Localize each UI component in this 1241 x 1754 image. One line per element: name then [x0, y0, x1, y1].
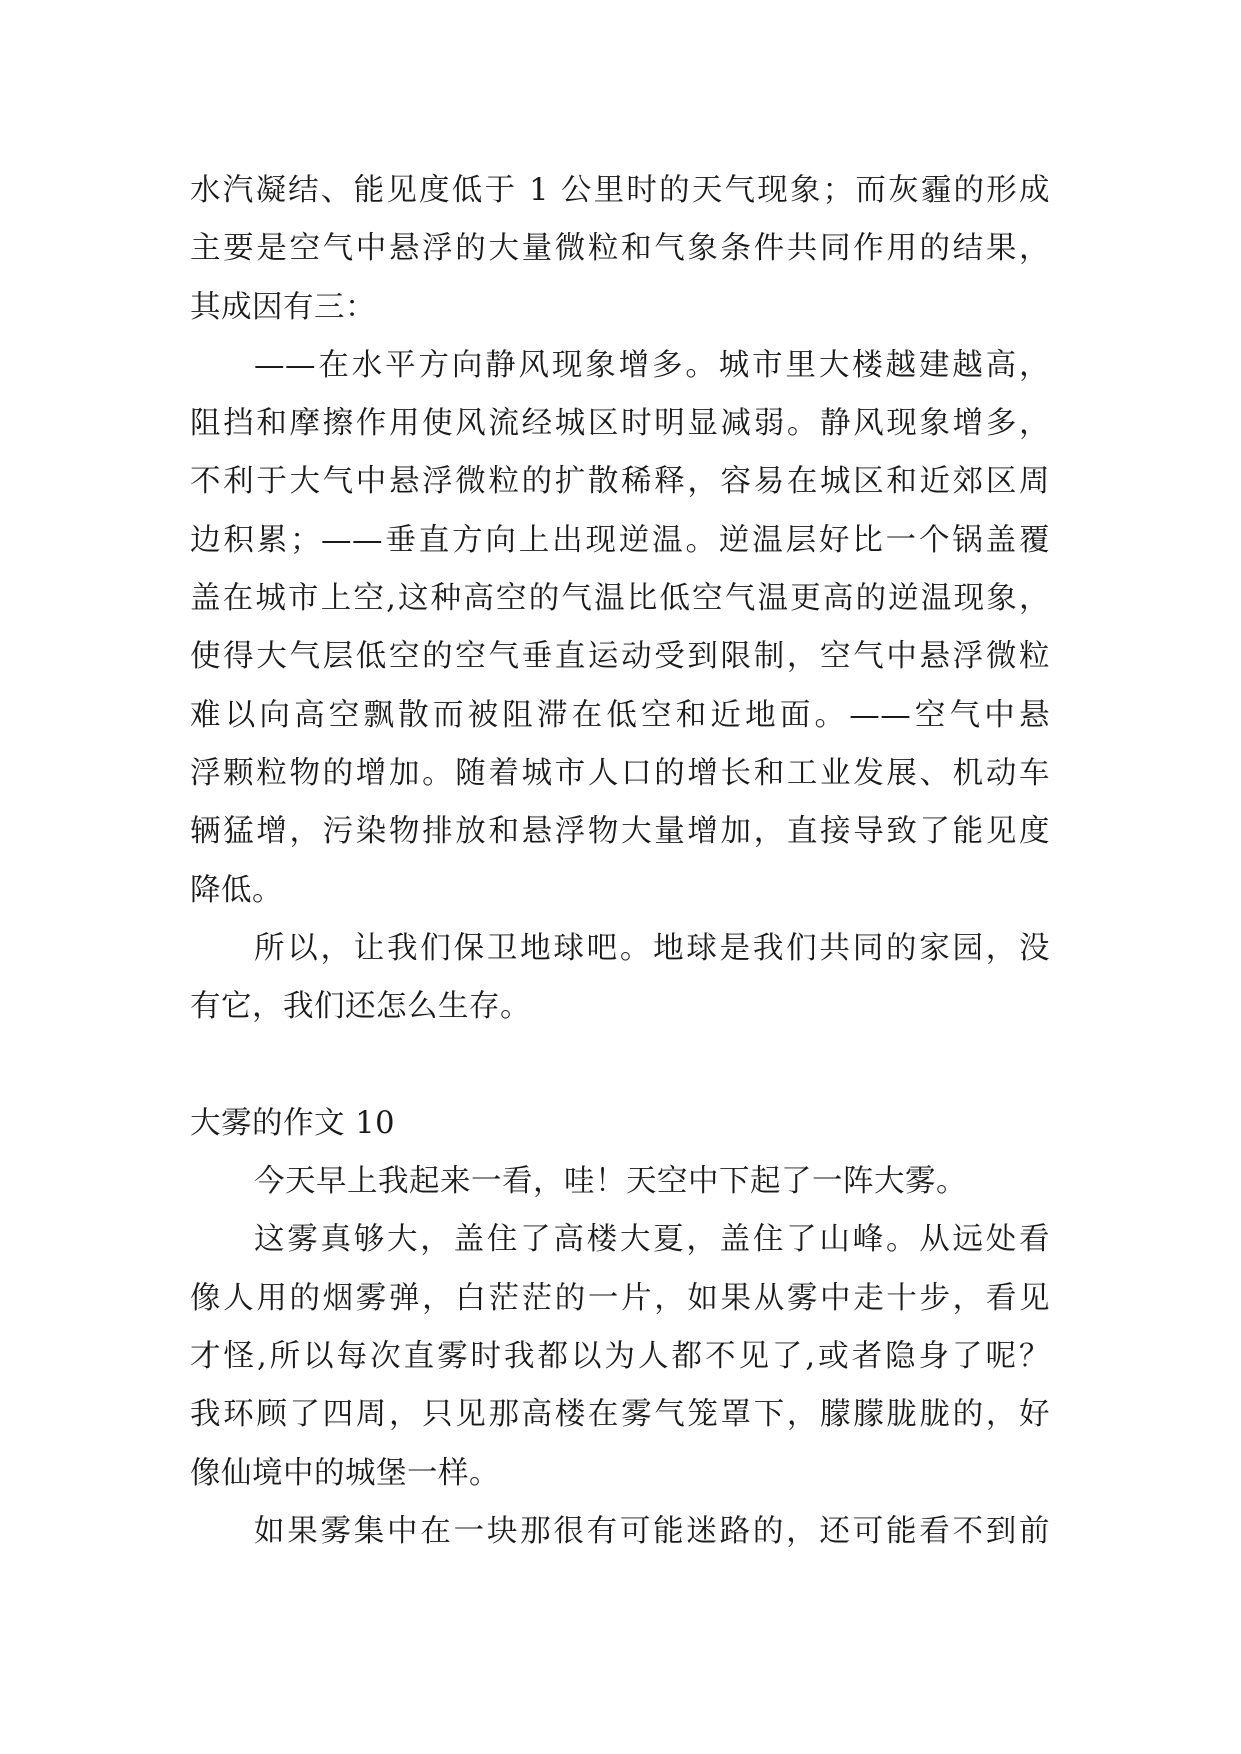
text-line: 主要是空气中悬浮的大量微粒和气象条件共同作用的结果， [190, 231, 1050, 267]
text-line: 降低。 [190, 872, 283, 908]
text-line: 这雾真够大，盖住了高楼大夏，盖住了山峰。从远处看 [254, 1222, 1050, 1258]
text-line: 才怪,所以每次直雾时我都以为人都不见了,或者隐身了呢？ [190, 1338, 1050, 1374]
text-line: 如果雾集中在一块那很有可能迷路的，还可能看不到前 [254, 1513, 1050, 1549]
text-line: 像仙境中的城堡一样。 [190, 1455, 500, 1491]
text-line: 盖在城市上空,这种高空的气温比低空气温更高的逆温现象， [190, 581, 1050, 617]
text-line: 其成因有三： [190, 289, 376, 325]
text-line: 像人用的烟雾弹，白茫茫的一片，如果从雾中走十步，看见 [190, 1280, 1050, 1316]
text-line: 今天早上我起来一看，哇！天空中下起了一阵大雾。 [254, 1164, 967, 1200]
text-line: 我环顾了四周，只见那高楼在雾气笼罩下，朦朦胧胧的，好 [190, 1397, 1050, 1433]
text-line: 难以向高空飘散而被阻滞在低空和近地面。——空气中悬 [190, 697, 1050, 733]
text-line: 浮颗粒物的增加。随着城市人口的增长和工业发展、机动车 [190, 755, 1050, 791]
text-line: 水汽凝结、能见度低于 1 公里时的天气现象；而灰霾的形成 [190, 173, 1050, 208]
text-line: 阻挡和摩擦作用使风流经城区时明显减弱。静风现象增多， [190, 406, 1050, 442]
text-line: 有它，我们还怎么生存。 [190, 989, 531, 1025]
text-line: 所以，让我们保卫地球吧。地球是我们共同的家园，没 [254, 930, 1050, 966]
document-body [190, 162, 1050, 1561]
text-line: 不利于大气中悬浮微粒的扩散稀释，容易在城区和近郊区周 [190, 464, 1050, 500]
paragraph-gap [190, 1036, 1050, 1094]
text-line: 使得大气层低空的空气垂直运动受到限制，空气中悬浮微粒 [190, 639, 1050, 675]
text-line: 边积累；——垂直方向上出现逆温。逆温层好比一个锅盖覆 [190, 522, 1050, 558]
text-line: ——在水平方向静风现象增多。城市里大楼越建越高， [254, 347, 1050, 383]
text-line: 辆猛增，污染物排放和悬浮物大量增加，直接导致了能见度 [190, 814, 1050, 850]
section-heading: 大雾的作文 10 [190, 1105, 396, 1141]
